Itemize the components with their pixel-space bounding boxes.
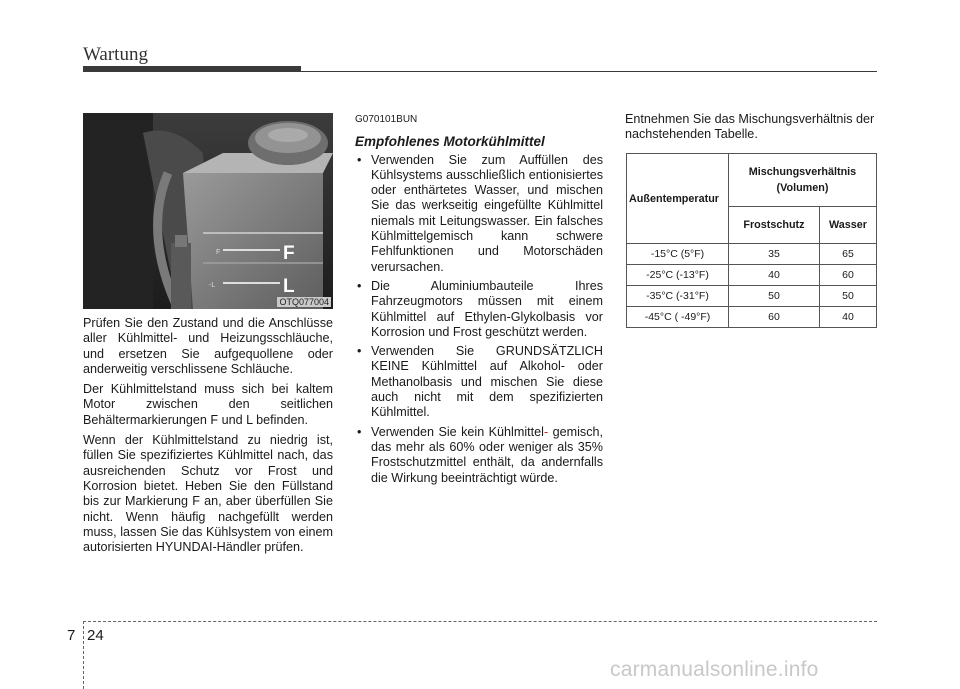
bullet-item: • Verwenden Sie zum Auffüllen des Kühlsystems ausschließlich entionisiertes oder enthärtetes Wasser, und mischen Sie das werkseitig eingefüllte Kühlmittel niemals mit Leitungswasser. Ein falsches Kühlmittelgemisch kann schwere Fehlfunktionen und Motorschäden verursachen.: [355, 153, 603, 275]
cell-water: 40: [819, 307, 876, 328]
cell-antifreeze: 35: [729, 244, 820, 265]
svg-text:-L: -L: [209, 282, 216, 289]
cell-antifreeze: 50: [729, 286, 820, 307]
bullet-text: gemisch, das mehr als 60% oder weniger als 35% Frostschutzmittel enthält, da andernfalls die Wirkung beeinträchtigt würde.: [371, 424, 604, 485]
mark-l-label: L: [283, 276, 295, 297]
figure-code: OTQ077004: [279, 297, 329, 307]
paragraph: Der Kühlmittelstand muss sich bei kaltem Motor zwischen den seitlichen Behältermarkierungen F und L befinden.: [83, 382, 333, 427]
page-number: 24: [87, 627, 104, 644]
bullet-item: [355, 425, 603, 486]
bullet-text: Verwenden Sie kein Kühlmittel: [371, 424, 544, 439]
cell-temperature: -45°C ( -49°F): [627, 307, 729, 328]
header-title: Wartung: [83, 44, 148, 65]
column-left: [83, 316, 333, 560]
cell-water: 50: [819, 286, 876, 307]
column-right: [625, 112, 877, 148]
watermark: carmanualsonline.info: [610, 658, 819, 681]
paragraph: Wenn der Kühlmittelstand zu niedrig ist, füllen Sie spezifiziertes Kühlmittel nach, das ausreichenden Schutz vor Frost und Korrosion bietet. Heben Sie den Füllstand bis zur Markierung F an, aber überfüllen Sie nicht. Wenn häufig nachgefüllt werden muss, lassen Sie das Kühlsystem von einem autorisierten HYUNDAI-Händler prüfen.: [83, 433, 333, 555]
cell-temperature: -35°C (-31°F): [627, 286, 729, 307]
coolant-recommendations: [355, 153, 603, 486]
cell-temperature: -15°C (5°F): [627, 244, 729, 265]
mark-f-label: F: [283, 243, 295, 264]
table-row: [627, 286, 877, 307]
hyphen-mark: -: [543, 424, 549, 439]
header-mixing-ratio: [729, 154, 877, 207]
header-rule: [301, 71, 877, 72]
header-volume-label: (Volumen): [776, 182, 829, 194]
cell-antifreeze: 60: [729, 307, 820, 328]
table-row: [627, 244, 877, 265]
bullet-item: • Die Aluminiumbauteile Ihres Fahrzeugmotors müssen mit einem Kühlmittel auf Ethylen-Glykolbasis vor Korrosion und Frost geschützt werden.: [355, 279, 603, 340]
section-heading: Empfohlenes Motorkühlmittel: [355, 134, 545, 150]
cell-antifreeze: 40: [729, 265, 820, 286]
engine-coolant-reservoir-photo: [83, 113, 333, 309]
footer-divider: [83, 621, 84, 689]
column-middle: [355, 112, 603, 490]
header-bar: [83, 66, 301, 72]
header-antifreeze: Frostschutz: [729, 207, 820, 244]
paragraph: Prüfen Sie den Zustand und die Anschlüsse aller Kühlmittel- und Heizungsschläuche, und ersetzen Sie aufgequollene oder anderweitig verschlissene Schläuche.: [83, 316, 333, 376]
table-row: [627, 265, 877, 286]
chapter-number: 7: [67, 627, 76, 644]
table-row: [627, 307, 877, 328]
section-code: G070101BUN: [355, 114, 418, 125]
cell-water: 65: [819, 244, 876, 265]
footer-rule: [83, 621, 877, 622]
header-water: Wasser: [819, 207, 876, 244]
cell-water: 60: [819, 265, 876, 286]
cell-temperature: -25°C (-13°F): [627, 265, 729, 286]
mixing-ratio-table: [626, 153, 877, 328]
table-intro: Entnehmen Sie das Mischungsverhältnis der nachstehenden Tabelle.: [625, 112, 875, 142]
bullet-item: • Verwenden Sie GRUNDSÄTZLICH KEINE Kühlmittel auf Alkohol- oder Methanolbasis und mischen Sie diese auch nicht mit dem spezifizierten Kühlmittel.: [355, 344, 603, 420]
header-mixing-ratio-label: Mischungsverhältnis: [748, 166, 857, 178]
header-outside-temperature: Außentemperatur: [627, 154, 729, 244]
svg-text:F: F: [216, 249, 221, 256]
